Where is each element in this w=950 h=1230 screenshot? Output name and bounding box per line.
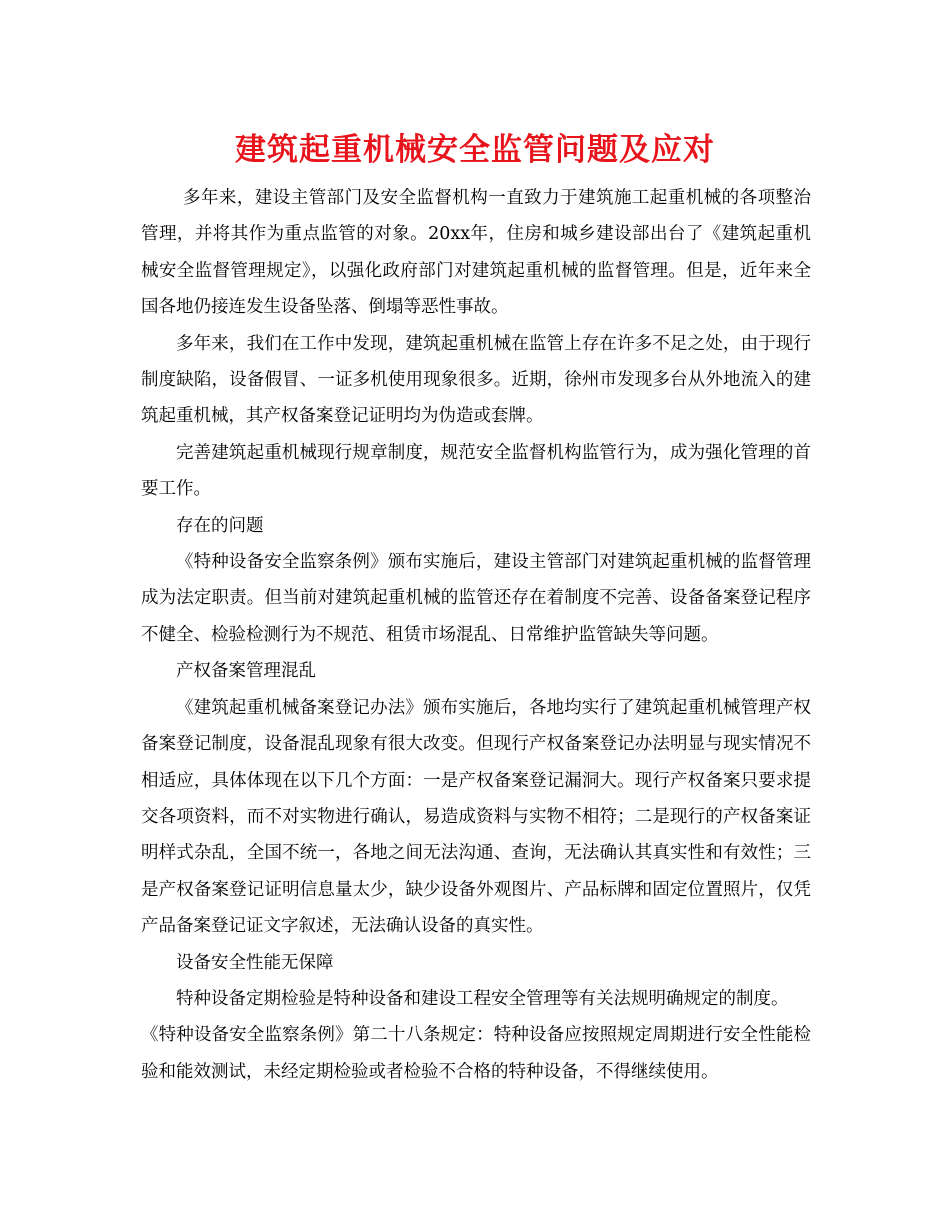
body-paragraph: 《特种设备安全监察条例》颁布实施后，建设主管部门对建筑起重机械的监督管理成为法定职责。但当前对建筑起重机械的监管还存在着制度不完善、设备备案登记程序不健全、检验检测行为不规范、租赁市场混乱、日常维护监管缺失等问题。 [141,552,811,645]
body-paragraph: 特种设备定期检验是特种设备和建设工程安全管理等有关法规明确规定的制度。 [176,988,789,1009]
section-heading: 存在的问题 [176,515,264,536]
document-body [141,180,811,1090]
body-paragraph: 《建筑起重机械备案登记办法》颁布实施后，各地均实行了建筑起重机械管理产权备案登记制度，设备混乱现象有很大改变。但现行产权备案登记办法明显与现实情况不相适应，具体体现在以下几个方面：一是产权备案登记漏洞大。现行产权备案只要求提交各项资料，而不对实物进行确认，易造成资料与实物不相符；二是现行的产权备案证明样式杂乱，全国不统一，各地之间无法沟通、查询，无法确认其真实性和有效性；三是产权备案登记证明信息量太少，缺少设备外观图片、产品标牌和固定位置照片，仅凭产品备案登记证文字叙述，无法确认设备的真实性。 [141,697,811,937]
body-paragraph: 完善建筑起重机械现行规章制度，规范安全监督机构监管行为，成为强化管理的首要工作。 [141,442,811,500]
body-paragraph: 《特种设备安全监察条例》第二十八条规定：特种设备应按照规定周期进行安全性能检验和能效测试，未经定期检验或者检验不合格的特种设备，不得继续使用。 [141,1025,811,1082]
body-paragraph: 多年来，我们在工作中发现，建筑起重机械在监管上存在许多不足之处，由于现行制度缺陷，设备假冒、一证多机使用现象很多。近期，徐州市发现多台从外地流入的建筑起重机械，其产权备案登记证明均为伪造或套牌。 [141,333,811,427]
document-title: 建筑起重机械安全监管问题及应对 [235,132,715,168]
section-heading: 产权备案管理混乱 [176,661,316,682]
body-paragraph: 多年来，建设主管部门及安全监督机构一直致力于建筑施工起重机械的各项整治管理，并将其作为重点监管的对象。20xx年，住房和城乡建设部出台了《建筑起重机械安全监督管理规定》，以强化政府部门对建筑起重机械的监督管理。但是，近年来全国各地仍接连发生设备坠落、倒塌等恶性事故。 [141,188,811,318]
section-heading: 设备安全性能无保障 [176,952,334,973]
